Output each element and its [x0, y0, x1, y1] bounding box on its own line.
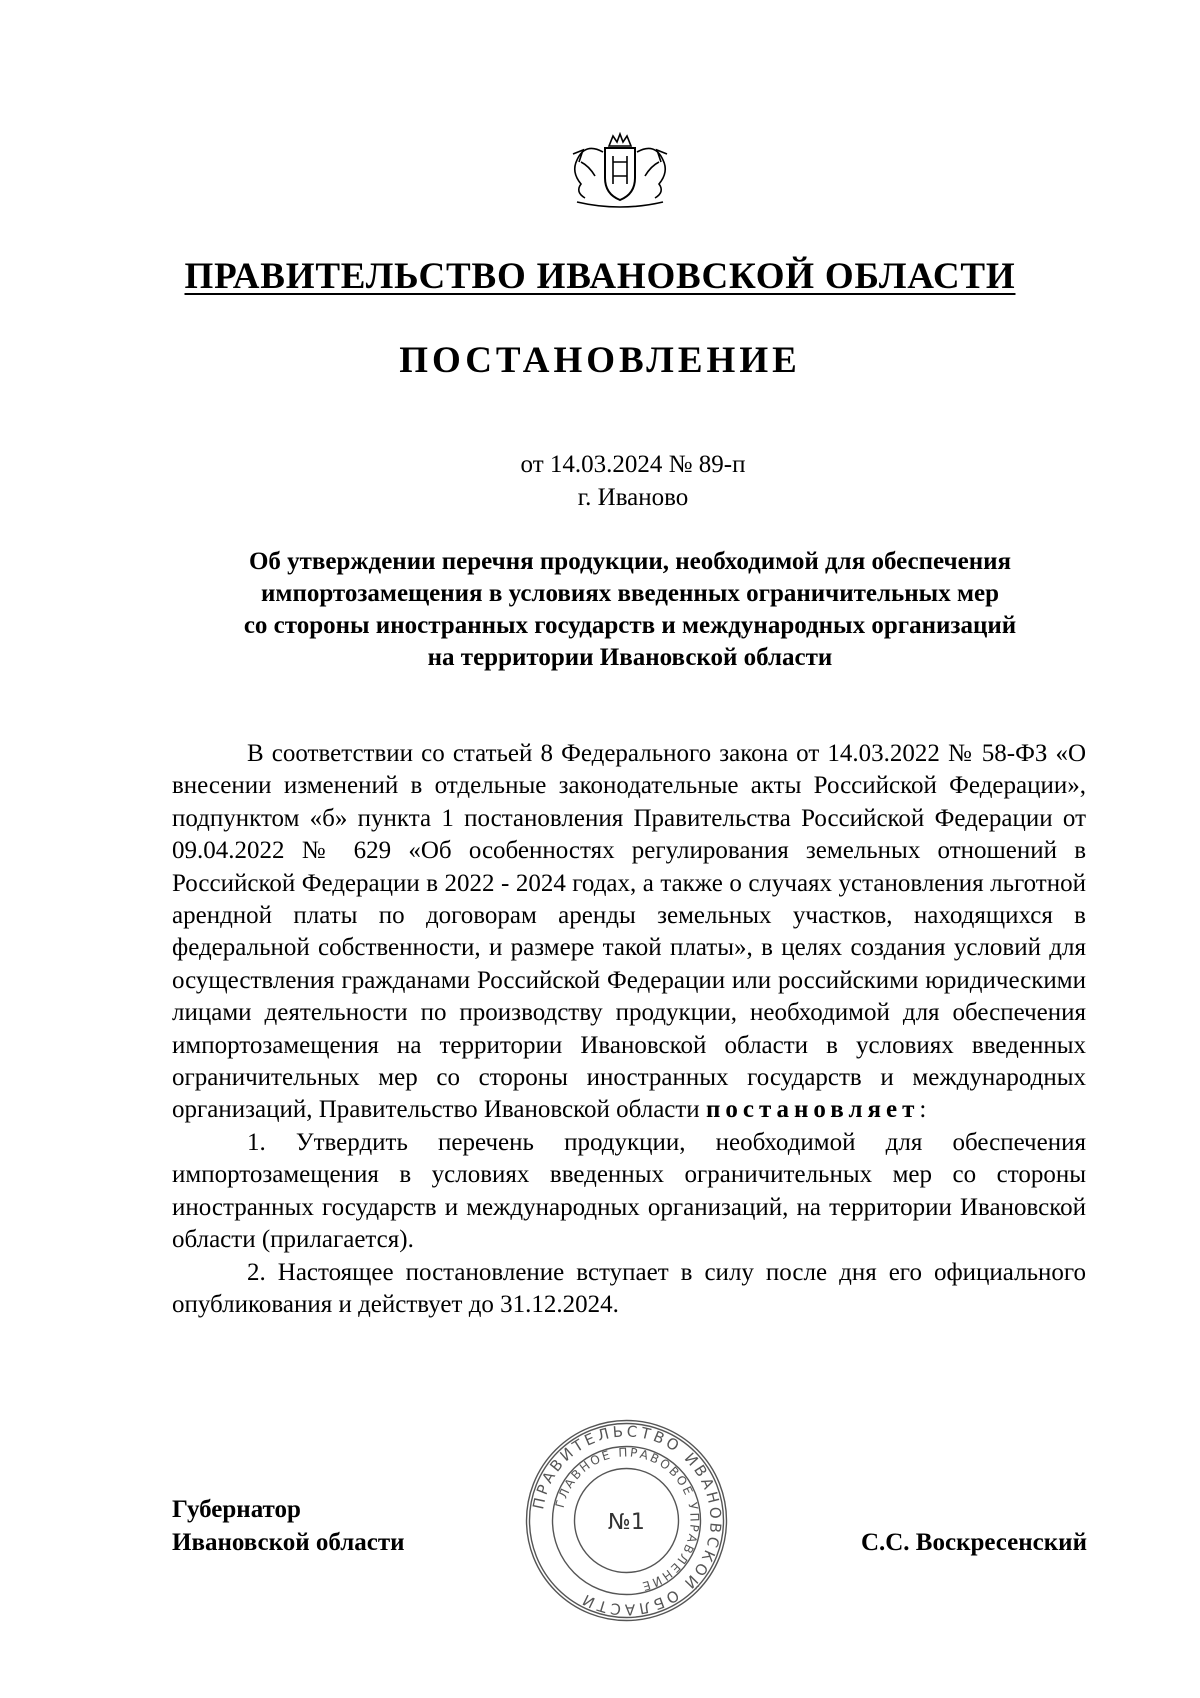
document-body: [172, 738, 1086, 1321]
subject-line: Об утверждении перечня продукции, необходимой для обеспечения: [248, 548, 1012, 575]
government-title: ПРАВИТЕЛЬСТВО ИВАНОВСКОЙ ОБЛАСТИ: [184, 256, 1016, 297]
signer-position: [172, 1493, 405, 1559]
document-subject: [170, 546, 1090, 674]
coat-of-arms-icon: [555, 132, 685, 212]
stamp-number: №1: [608, 1510, 645, 1535]
stamp-inner-textpath: ГЛАВНОЕ ПРАВОВОЕ УПРАВЛЕНИЕ: [552, 1445, 702, 1594]
signer-position-line: Губернатор: [172, 1496, 301, 1523]
signer-name: С.С. Воскресенский: [860, 1529, 1087, 1556]
clause-2: 2. Настоящее постановление вступает в силу после дня его официального опубликования и действует до 31.12.2024.: [172, 1258, 1086, 1318]
preamble-paragraph: [172, 738, 1086, 1127]
date-and-number: от 14.03.2024 № 89-п: [520, 451, 746, 478]
official-stamp: [524, 1418, 729, 1623]
stamp-outer-textpath: ПРАВИТЕЛЬСТВО ИВАНОВСКОЙ ОБЛАСТИ: [529, 1422, 725, 1619]
subject-line: на территории Ивановской области: [427, 644, 833, 671]
signer-position-line: Ивановской области: [172, 1529, 405, 1556]
clause-1: 1. Утвердить перечень продукции, необходимой для обеспечения импортозамещения в условиях введенных ограничительных мер со стороны иностранных государств и международных организаций, на территории Ивановской области (прилагается).: [172, 1128, 1086, 1254]
decree-colon: :: [919, 1096, 927, 1124]
document-type: ПОСТАНОВЛЕНИЕ: [399, 340, 801, 381]
preamble-text: В соответствии со статьей 8 Федерального закона от 14.03.2022 № 58-ФЗ «О внесении изменений в отдельные законодательные акты Российской Федерации», подпунктом «б» пункта 1 постановления Правительства Российской Федерации от 09.04.2022 № 629 «Об особенностях регулирования земельных отношений в Российской Федерации в 2022 - 2024 годах, а также о случаях установления льготной арендной платы по договорам аренды земельных участков, находящихся в федеральной собственности, и размере такой платы», в целях создания условий для осуществления гражданами Российской Федерации или российскими юридическими лицами деятельности по производству продукции, необходимой для обеспечения импортозамещения на территории Ивановской области в условиях введенных ограничительных мер со стороны иностранных государств и международных организаций, Правительство Ивановской области: [172, 740, 1086, 1124]
subject-line: импортозамещения в условиях введенных ограничительных мер: [261, 580, 999, 607]
city: г. Иваново: [577, 484, 689, 511]
decree-word: постановляет: [705, 1096, 920, 1124]
subject-line: со стороны иностранных государств и международных организаций: [243, 612, 1017, 639]
